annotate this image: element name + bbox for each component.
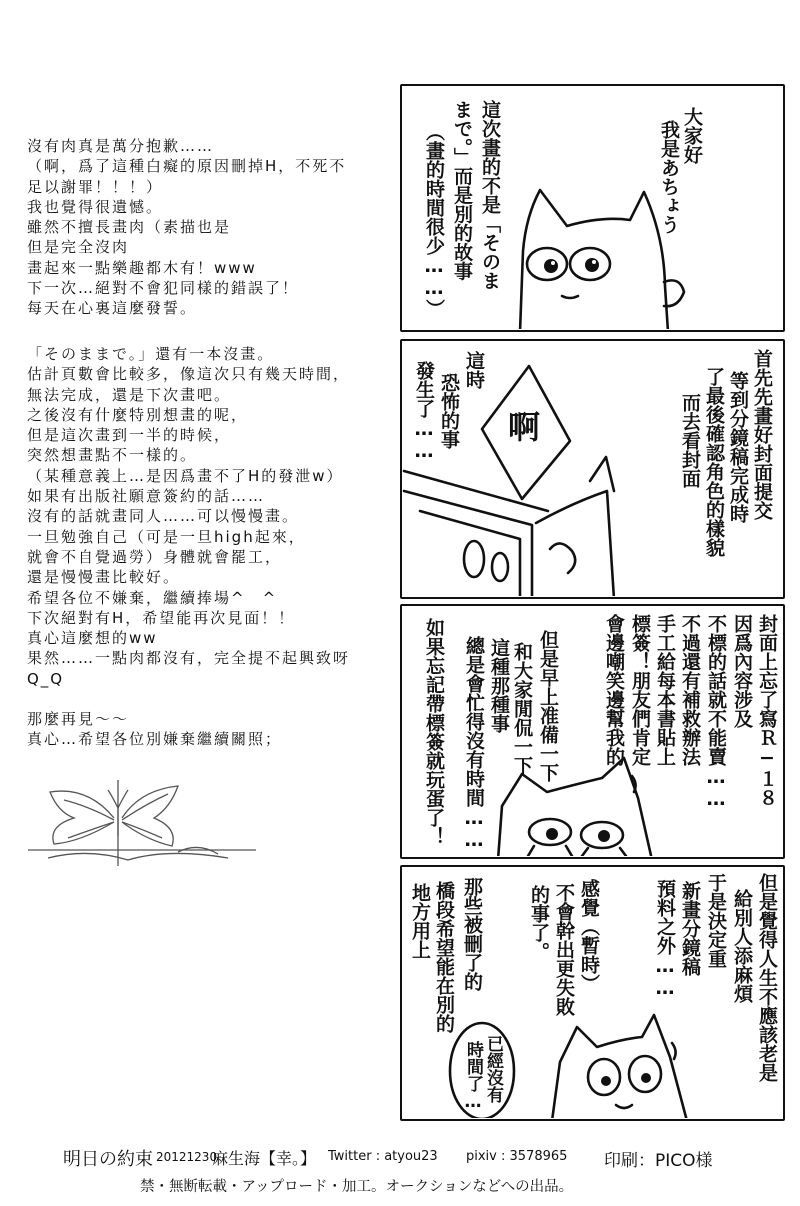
copyright-notice: 禁・無断転載・アップロード・加工。オークションなどへの出品。 bbox=[140, 1179, 574, 1195]
cat-pupil-right bbox=[585, 258, 599, 272]
narration-column: 封面上忘了寫Ｒ−１８ bbox=[756, 614, 778, 807]
afterword-line: 每天在心裏這麼發誓。 bbox=[27, 299, 198, 318]
cat-mouth bbox=[616, 1105, 632, 1108]
laptop-screen bbox=[420, 511, 520, 596]
twitter-handle: Twitter : atyou23 bbox=[328, 1149, 438, 1164]
afterword-paragraph-1 bbox=[27, 136, 346, 319]
narration-column: 標簽！朋友們肯定 bbox=[629, 614, 651, 766]
narration-column: 這時 bbox=[463, 351, 485, 389]
afterword-line: （某種意義上…是因爲畫不了H的發泄w） bbox=[27, 466, 344, 485]
butterfly-wing-veins bbox=[64, 794, 168, 838]
narration-column: 總是會忙得沒有時間…… bbox=[463, 636, 485, 851]
comic-panel-4 bbox=[400, 865, 785, 1121]
narration-column: 這次畫的不是「そのま bbox=[479, 100, 501, 290]
cat-pupil-left bbox=[544, 259, 558, 273]
narration-column: 如果忘記帶標簽就玩蛋了！ bbox=[423, 618, 445, 846]
cover-sheet bbox=[536, 491, 614, 596]
afterword-line: 我也覺得很遺憾。 bbox=[27, 197, 164, 216]
afterword-line: 無法完成，還是下次畫吧。 bbox=[27, 385, 232, 404]
butterfly-right-wing bbox=[122, 786, 178, 846]
afterword-line: 但是這次畫到一半的時候， bbox=[27, 426, 232, 445]
narration-column: 而去看封面 bbox=[679, 393, 701, 488]
afterword-line: 但是完全沒肉 bbox=[27, 238, 130, 257]
narration-column: （畫的時間很少……） bbox=[423, 122, 445, 318]
speech-bubble-text: 已經沒有 bbox=[483, 1035, 503, 1103]
cat-pupil-left bbox=[546, 828, 558, 840]
narration-column: 但是早上准備一下 bbox=[537, 630, 559, 782]
narration-column: 的事了。 bbox=[528, 885, 550, 961]
afterword-line: 下一次…絕對不會犯同樣的錯誤了！ bbox=[27, 279, 300, 298]
self-introduction-text: 我是あちょう bbox=[658, 120, 680, 234]
publish-date: 20121230 bbox=[156, 1150, 218, 1164]
author-name: 麻生海【幸。】 bbox=[212, 1149, 317, 1168]
narration-column: 橋段希望能在別的 bbox=[433, 881, 455, 1033]
cat-ear bbox=[590, 457, 614, 491]
afterword-paragraph-3 bbox=[27, 709, 282, 750]
narration-column: 那些被刪了的 bbox=[461, 877, 483, 991]
cover-figure-sketch bbox=[464, 541, 484, 577]
comic-panel-3 bbox=[400, 604, 785, 859]
butterfly-logo bbox=[28, 778, 260, 870]
narration-column: 地方用上 bbox=[409, 883, 431, 959]
cat-pupil-right bbox=[598, 830, 610, 842]
comic-panel-2 bbox=[400, 339, 785, 599]
narration-column: 不過還有補救辦法 bbox=[679, 614, 701, 766]
narration-column: まで。」而是別的故事 bbox=[451, 100, 473, 281]
narration-column: 恐怖的事 bbox=[438, 373, 460, 449]
comic-panel-1 bbox=[400, 84, 785, 332]
narration-column: 感覺（暫時） bbox=[578, 879, 600, 993]
afterword-line: 沒有肉真是萬分抱歉…… bbox=[27, 137, 215, 155]
narration-column: 但是覺得人生不應該老是 bbox=[756, 873, 778, 1082]
narration-column: 會邊嘲笑邊幫我的 bbox=[603, 614, 625, 766]
afterword-line: 估計頁數會比較多，像這次只有幾天時間， bbox=[27, 365, 351, 384]
cat-pupil-left bbox=[601, 1076, 611, 1086]
cat-sweat bbox=[672, 1043, 676, 1059]
narration-column: 發生了…… bbox=[413, 361, 435, 462]
cat-pupil-right bbox=[641, 1073, 651, 1083]
afterword-line: 雖然不擅長畫肉（素描也是 bbox=[27, 218, 232, 237]
afterword-line: 希望各位不嫌棄，繼續捧場^ ^ bbox=[27, 588, 278, 607]
afterword-line: 下次絕對有H，希望能再次見面！！ bbox=[27, 608, 296, 627]
afterword-line: 一旦勉強自己（可是一旦high起來， bbox=[27, 527, 306, 546]
speech-bubble-text: 時間了… bbox=[463, 1041, 483, 1112]
afterword-line: 沒有的話就畫同人……可以慢慢畫。 bbox=[27, 507, 300, 526]
narration-column: 了最後確認角色的樣貌 bbox=[703, 367, 725, 557]
afterword-line: 突然想畫點不一樣的。 bbox=[27, 446, 198, 465]
narration-column: 新畫分鏡稿 bbox=[679, 881, 701, 976]
narration-column: 這種那種事 bbox=[488, 638, 510, 733]
logo-flourish bbox=[48, 847, 228, 860]
afterword-line: Q_Q bbox=[27, 669, 65, 688]
cat-hand bbox=[550, 543, 575, 573]
narration-column: 給別人添麻煩 bbox=[731, 889, 753, 1003]
afterword-line: 之後沒有什麼特別想畫的呢， bbox=[27, 405, 249, 424]
afterword-line: 「そのままで。」還有一本沒畫。 bbox=[27, 345, 275, 363]
cat-head-outline bbox=[552, 1015, 687, 1118]
narration-column: 不標的話就不能賣…… bbox=[705, 614, 727, 810]
afterword-line: 那麼再見～～ bbox=[27, 710, 130, 728]
afterword-line: 就會不自覺過勞）身體就會罷工， bbox=[27, 547, 283, 566]
narration-column: 不會幹出更失敗 bbox=[553, 883, 575, 1016]
cat-mouth bbox=[562, 296, 578, 298]
afterword-line: 畫起來一點樂趣都木有！www bbox=[27, 258, 257, 277]
printer-credit: 印刷：PICO様 bbox=[604, 1151, 713, 1171]
afterword-line: 如果有出版社願意簽約的話…… bbox=[27, 487, 266, 506]
afterword-line: （啊，爲了這種白癡的原因刪掉H，不死不 bbox=[27, 157, 347, 176]
greeting-text: 大家好 bbox=[681, 107, 703, 164]
afterword-line: 果然……一點肉都沒有，完全提不起興致呀 bbox=[27, 649, 351, 668]
shout-text: 啊 bbox=[508, 408, 541, 446]
narration-column: 等到分鏡稿完成時 bbox=[727, 371, 749, 523]
narration-column: 預料之外…… bbox=[654, 879, 676, 999]
cat-eye-highlight bbox=[551, 261, 555, 265]
pixiv-id: pixiv : 3578965 bbox=[466, 1149, 568, 1164]
laptop-top-edge bbox=[404, 471, 548, 511]
narration-column: 和大家閒侃一下 bbox=[511, 642, 533, 775]
butterfly-left-wing bbox=[50, 791, 114, 844]
narration-column: 因爲內容涉及 bbox=[731, 614, 753, 728]
afterword-line: 足以謝罪！！！） bbox=[27, 177, 164, 196]
narration-column: 首先先畫好封面提交 bbox=[751, 349, 773, 520]
narration-column: 于是決定重 bbox=[705, 873, 727, 968]
afterword-line: 真心…希望各位別嫌棄繼續關照； bbox=[27, 730, 283, 749]
cover-figure-sketch bbox=[492, 553, 508, 581]
narration-column: 手工給每本書貼上 bbox=[654, 614, 676, 766]
book-title: 明日の約束 bbox=[63, 1149, 153, 1170]
afterword-line: 真心這麼想的ww bbox=[27, 629, 158, 648]
cat-eye-highlight bbox=[592, 260, 596, 264]
afterword-paragraph-2 bbox=[27, 344, 350, 689]
afterword-line: 還是慢慢畫比較好。 bbox=[27, 568, 181, 587]
